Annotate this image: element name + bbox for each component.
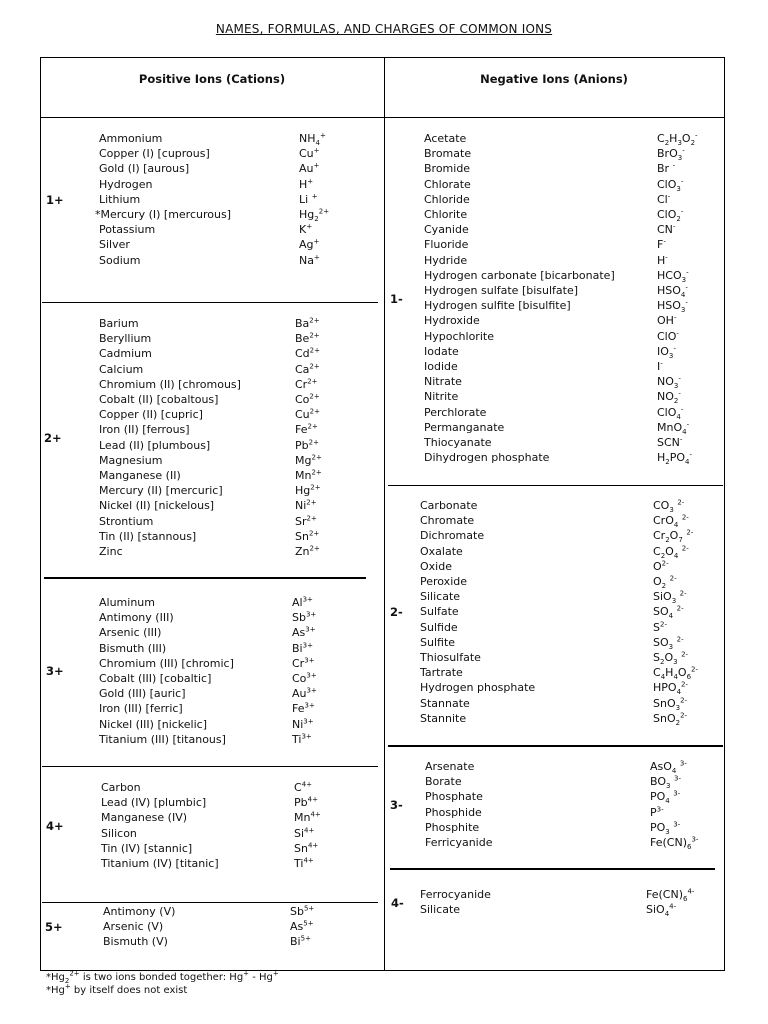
anion-ion-formula: SnO$_3^{2-}$ xyxy=(653,695,688,712)
cation-ion-formula: $C^{4+}$ xyxy=(294,780,313,794)
anion-ion-name: Bromide xyxy=(424,162,471,176)
cation-ion-formula: $Au^{3+}$ xyxy=(292,686,317,701)
anion-ion-name: Phosphate xyxy=(425,790,483,804)
anion-ion-name: Tartrate xyxy=(420,666,463,680)
cation-ion-name: Cadmium xyxy=(99,347,152,361)
cation-ion-formula: $Mn^{4+}$ xyxy=(294,810,321,825)
cation-ion-name: Tin (IV) [stannic] xyxy=(101,841,193,855)
anion-ion-name: Stannate xyxy=(420,696,470,710)
cation-ion-formula: $Sn^{2+}$ xyxy=(295,529,320,543)
anion-ion-name: Thiosulfate xyxy=(420,651,481,664)
cation-ion-name: Lead (II) [plumbous] xyxy=(99,438,211,452)
anion-ion-formula: H- xyxy=(657,252,668,267)
cation-ion-formula: $Co^{3+}$ xyxy=(292,671,317,685)
anion-ion-formula: CN- xyxy=(657,222,676,237)
anion-ion-formula: $PO_4$ $^{3-}$ xyxy=(650,789,681,806)
anion-ion-name: Chlorite xyxy=(424,208,468,221)
table-frame xyxy=(40,57,725,971)
cation-ion-formula: $Hg^{2+}$ xyxy=(295,483,321,498)
cation-ion-formula: $As^{5+}$ xyxy=(290,919,314,934)
anion-ion-formula: $Cr_2O_7$ $^{2-}$ xyxy=(653,528,694,545)
anion-ion-name: Perchlorate xyxy=(424,405,487,419)
cation-ion-formula: Na+ xyxy=(299,252,320,267)
cation-ion-name: Carbon xyxy=(101,781,141,794)
cation-ion-name: Mercury (II) [mercuric] xyxy=(99,484,223,498)
anion-ion-name: Hydroxide xyxy=(424,314,480,328)
cation-ion-formula: H+ xyxy=(299,176,314,191)
cation-ion-name: Zinc xyxy=(99,545,123,558)
anion-ion-formula: AsO$_4$ $^{3-}$ xyxy=(650,759,687,776)
cation-ion-formula: $Sb^{5+}$ xyxy=(290,904,315,918)
anion-ion-name: Fluoride xyxy=(424,238,469,252)
cation-ion-formula: Au+ xyxy=(299,161,320,176)
anions-header: Negative Ions (Anions) xyxy=(480,72,628,86)
anion-ion-formula: $O^{2-}$ xyxy=(653,559,669,573)
cation-ion-name: Manganese (II) xyxy=(99,469,181,482)
anion-ion-formula: $HSO_4^-$ xyxy=(657,283,688,300)
cation-charge-label: 2+ xyxy=(44,431,62,445)
cation-ion-formula: $Co^{2+}$ xyxy=(295,392,320,406)
anion-ion-formula: Br - xyxy=(657,161,676,176)
cation-ion-name: Ammonium xyxy=(99,132,163,145)
cation-charge-label: 3+ xyxy=(46,664,64,679)
anion-ion-formula: ClO$_2$- xyxy=(657,207,684,224)
anion-ion-name: Thiocyanate xyxy=(424,436,492,449)
cation-ion-formula: $As^{3+}$ xyxy=(292,625,316,640)
anion-ion-name: Borate xyxy=(425,775,462,789)
anion-ion-formula: OH- xyxy=(657,313,677,328)
anion-ion-formula: ClO- xyxy=(657,328,679,343)
cation-ion-name: Iron (II) [ferrous] xyxy=(99,423,190,437)
anion-ion-formula: $CO_3$ $^{2-}$ xyxy=(653,498,685,515)
cation-ion-name: *Mercury (I) [mercurous] xyxy=(95,208,231,221)
anion-ion-formula: SCN- xyxy=(657,435,683,449)
anion-ion-name: Hydride xyxy=(424,253,468,267)
cation-ion-formula: $Sb^{3+}$ xyxy=(292,610,317,625)
cation-ion-name: Cobalt (II) [cobaltous] xyxy=(99,393,219,406)
anion-charge-label: 4- xyxy=(391,895,404,910)
anion-charge-label: 3- xyxy=(390,798,403,812)
cation-ion-name: Cobalt (III) [cobaltic] xyxy=(99,672,212,685)
cation-ion-formula: $Hg_2^{2+}$ xyxy=(299,207,330,224)
anion-ion-name: Phosphide xyxy=(425,805,482,819)
anion-ion-name: Silicate xyxy=(420,903,461,917)
anion-ion-formula: $Fe(CN)_6^{3-}$ xyxy=(650,835,699,852)
anion-ion-formula: $C_2H_3O_2^-$ xyxy=(657,131,698,148)
anion-ion-name: Oxide xyxy=(420,559,452,573)
cation-ion-name: Arsenic (III) xyxy=(99,626,162,640)
cation-ion-name: Tin (II) [stannous] xyxy=(99,529,197,543)
cation-ion-name: Antimony (III) xyxy=(99,611,174,625)
footnote: *Hg+ by itself does not exist xyxy=(46,982,188,996)
cation-ion-name: Copper (I) [cuprous] xyxy=(99,147,210,161)
anion-ion-formula: $PO_3$ $^{3-}$ xyxy=(650,820,681,836)
anion-ion-name: Ferricyanide xyxy=(425,836,493,849)
cation-charge-label: 4+ xyxy=(46,819,64,833)
anion-ion-name: Nitrite xyxy=(424,390,459,404)
anion-ion-formula: $Fe(CN)_6^{4-}$ xyxy=(646,887,695,904)
anion-ion-name: Hydrogen phosphate xyxy=(420,681,536,695)
cation-ion-name: Lithium xyxy=(99,192,141,206)
cation-ion-formula: $Cu^{2+}$ xyxy=(295,407,320,422)
cation-ion-formula: $Ti^{4+}$ xyxy=(294,856,314,870)
anion-ion-name: Silicate xyxy=(420,590,461,604)
cation-ion-name: Strontium xyxy=(99,514,154,528)
anion-ion-formula: $HCO_3^-$ xyxy=(657,268,689,284)
anion-ion-formula: $HPO_4^{2-}$ xyxy=(653,680,689,697)
anion-ion-name: Acetate xyxy=(424,132,467,145)
anion-ion-formula: $H_2PO_4^-$ xyxy=(657,450,693,467)
cation-ion-formula: $Ti^{3+}$ xyxy=(292,732,312,746)
anion-ion-formula: $S_2O_3$ $^{2-}$ xyxy=(653,650,689,667)
anion-ion-name: Hypochlorite xyxy=(424,329,494,343)
cation-charge-label: 1+ xyxy=(46,192,64,207)
anion-ion-formula: $SO_4$ $^{2-}$ xyxy=(653,604,684,621)
anion-ion-formula: $C_4H_4O_6^{2-}$ xyxy=(653,665,699,682)
anion-ion-name: Permanganate xyxy=(424,420,505,434)
cation-ion-name: Manganese (IV) xyxy=(101,811,188,825)
cation-ion-name: Lead (IV) [plumbic] xyxy=(101,796,207,810)
cation-charge-label: 5+ xyxy=(45,920,63,935)
anion-ion-formula: SiO$_4^{4-}$ xyxy=(646,902,677,919)
group-separator xyxy=(42,302,378,303)
anion-ion-formula: CrO$_4$ $^{2-}$ xyxy=(653,513,689,530)
anion-ion-formula: ClO$_3$- xyxy=(657,176,684,193)
header-divider xyxy=(40,117,725,118)
anion-ion-formula: SiO$_3$ $^{2-}$ xyxy=(653,589,687,606)
anion-ion-formula: I- xyxy=(657,359,663,373)
anion-ion-name: Stannite xyxy=(420,711,467,725)
cation-ion-name: Chromium (II) [chromous] xyxy=(99,377,241,391)
cation-ion-formula: $Fe^{2+}$ xyxy=(295,422,318,437)
group-separator xyxy=(44,577,366,579)
cation-ion-formula: $Ni^{2+}$ xyxy=(295,498,317,513)
anion-ion-name: Dihydrogen phosphate xyxy=(424,451,550,465)
anion-charge-label: 1- xyxy=(390,291,403,306)
anion-ion-formula: ClO$_4$- xyxy=(657,404,684,421)
anion-ion-formula: $C_2O_4$ $^{2-}$ xyxy=(653,543,689,560)
cation-ion-name: Nickel (II) [nickelous] xyxy=(99,499,215,513)
cation-ion-name: Silicon xyxy=(101,826,137,840)
anion-ion-name: Dichromate xyxy=(420,529,485,543)
anion-ion-formula: $O_2$ $^{2-}$ xyxy=(653,574,677,591)
anion-ion-name: Iodate xyxy=(424,344,459,358)
anion-ion-formula: Cl- xyxy=(657,192,671,206)
cation-ion-formula: $Bi^{5+}$ xyxy=(290,934,311,949)
anion-ion-name: Ferrocyanide xyxy=(420,888,491,901)
cation-ion-name: Antimony (V) xyxy=(103,905,176,918)
anion-ion-name: Chromate xyxy=(420,514,475,528)
anion-ion-name: Sulfate xyxy=(420,605,459,619)
footnote: $*Hg_2^{2+}$ is two ions bonded together: Hg+ - Hg+ xyxy=(46,969,279,985)
cation-ion-name: Silver xyxy=(99,238,130,252)
anion-ion-name: Chlorate xyxy=(424,177,471,191)
group-separator xyxy=(42,766,378,767)
cation-ion-name: Bismuth (III) xyxy=(99,641,167,655)
anion-ion-formula: $NO_3^-$ xyxy=(657,374,681,391)
anion-ion-name: Phosphite xyxy=(425,820,480,834)
anion-ion-name: Arsenate xyxy=(425,760,475,773)
anion-ion-formula: F- xyxy=(657,237,666,252)
cation-ion-name: Nickel (III) [nickelic] xyxy=(99,717,208,731)
anion-ion-name: Cyanide xyxy=(424,223,469,237)
cation-ion-name: Hydrogen xyxy=(99,177,153,191)
anion-ion-formula: BrO$_3$- xyxy=(657,146,685,163)
cation-ion-formula: $Be^{2+}$ xyxy=(295,331,320,346)
cation-ion-formula: $Ni^{3+}$ xyxy=(292,716,314,731)
cation-ion-name: Gold (III) [auric] xyxy=(99,687,186,701)
anion-ion-formula: $IO_3^-$ xyxy=(657,344,676,360)
anion-ion-name: Chloride xyxy=(424,192,470,206)
anion-ion-name: Hydrogen carbonate [bicarbonate] xyxy=(424,268,615,282)
cation-ion-name: Sodium xyxy=(99,253,141,267)
cation-ion-name: Titanium (III) [titanous] xyxy=(99,732,226,746)
cation-ion-formula: Cu+ xyxy=(299,146,320,161)
anion-ion-formula: $NO_2^-$ xyxy=(657,389,681,406)
cation-ion-formula: $Fe^{3+}$ xyxy=(292,701,315,716)
anion-ion-formula: SnO$_2^{2-}$ xyxy=(653,711,688,727)
cation-ion-name: Chromium (III) [chromic] xyxy=(99,656,234,670)
anion-ion-name: Bromate xyxy=(424,147,472,161)
anion-ion-formula: $BO_3$ $^{3-}$ xyxy=(650,774,681,791)
cation-ion-name: Iron (III) [ferric] xyxy=(99,702,183,716)
anion-ion-formula: $SO_3$ $^{2-}$ xyxy=(653,635,684,651)
page-title: NAMES, FORMULAS, AND CHARGES OF COMMON IONS xyxy=(215,22,553,36)
cation-ion-formula: $Bi^{3+}$ xyxy=(292,640,313,655)
cation-ion-formula: Li + xyxy=(299,192,318,206)
anion-ion-name: Iodide xyxy=(424,360,458,373)
cation-ion-formula: $Pb^{2+}$ xyxy=(295,437,319,452)
column-divider xyxy=(384,57,385,970)
cation-ion-formula: $NH_4^+$ xyxy=(299,131,326,148)
anion-charge-label: 2- xyxy=(390,605,403,620)
cation-ion-formula: $Cr^{2+}$ xyxy=(295,377,318,391)
cation-ion-formula: $Cd^{2+}$ xyxy=(295,346,320,361)
cation-ion-name: Titanium (IV) [titanic] xyxy=(101,857,219,870)
cation-ion-name: Bismuth (V) xyxy=(103,935,168,949)
cations-header: Positive Ions (Cations) xyxy=(138,72,286,86)
group-separator xyxy=(42,902,378,903)
cation-ion-formula: $Si^{4+}$ xyxy=(294,825,315,840)
cation-ion-formula: $Cr^{3+}$ xyxy=(292,656,315,670)
anion-ion-name: Sulfide xyxy=(420,620,458,634)
anion-ion-name: Oxalate xyxy=(420,544,463,558)
group-separator xyxy=(388,745,723,747)
anion-ion-name: Sulfite xyxy=(420,635,456,649)
anion-ion-formula: $P^{3-}$ xyxy=(650,804,664,819)
cation-ion-name: Gold (I) [aurous] xyxy=(99,162,190,176)
cation-ion-name: Aluminum xyxy=(99,596,155,609)
cation-ion-name: Copper (II) [cupric] xyxy=(99,408,203,422)
cation-ion-name: Barium xyxy=(99,317,139,330)
anion-ion-formula: $HSO_3^-$ xyxy=(657,298,688,315)
anion-ion-name: Hydrogen sulfate [bisulfate] xyxy=(424,284,579,297)
group-separator xyxy=(388,485,723,486)
cation-ion-name: Arsenic (V) xyxy=(103,920,164,934)
cation-ion-formula: Ag+ xyxy=(299,237,320,252)
cation-ion-formula: $Mn^{2+}$ xyxy=(295,468,322,482)
cation-ion-name: Beryllium xyxy=(99,332,152,346)
cation-ion-name: Potassium xyxy=(99,223,156,237)
cation-ion-name: Calcium xyxy=(99,362,144,376)
anion-ion-formula: $S^{2-}$ xyxy=(653,619,667,634)
cation-ion-formula: $Al^{3+}$ xyxy=(292,595,313,609)
anion-ion-name: Peroxide xyxy=(420,575,467,588)
anion-ion-name: Carbonate xyxy=(420,499,478,512)
anion-ion-name: Hydrogen sulfite [bisulfite] xyxy=(424,299,571,313)
anion-ion-formula: MnO$_4$- xyxy=(657,420,690,436)
cation-ion-formula: $Ba^{2+}$ xyxy=(295,316,320,330)
cation-ion-name: Magnesium xyxy=(99,453,163,467)
group-separator xyxy=(390,868,715,870)
cation-ion-formula: $Pb^{4+}$ xyxy=(294,795,318,810)
cation-ion-formula: $Sn^{4+}$ xyxy=(294,841,319,855)
cation-ion-formula: K+ xyxy=(299,222,313,237)
anion-ion-name: Nitrate xyxy=(424,375,462,389)
cation-ion-formula: $Ca^{2+}$ xyxy=(295,361,320,376)
cation-ion-formula: $Zn^{2+}$ xyxy=(295,544,320,558)
cation-ion-formula: $Mg^{2+}$ xyxy=(295,453,322,467)
cation-ion-formula: $Sr^{2+}$ xyxy=(295,513,317,528)
